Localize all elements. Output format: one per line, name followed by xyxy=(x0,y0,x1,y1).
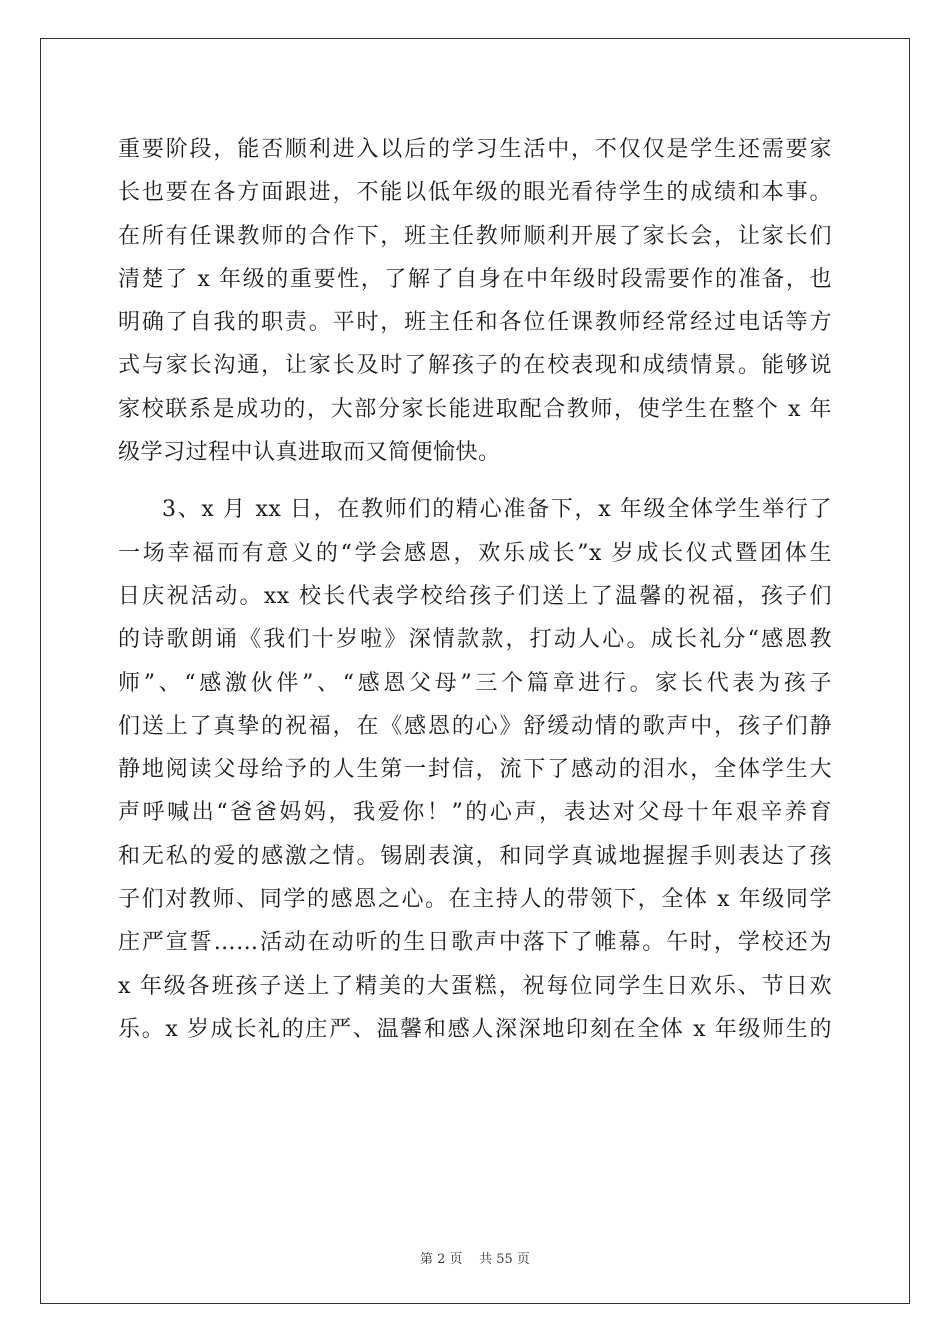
text-line: 一场幸福而有意义的“学会感恩，欢乐成长”x 岁成长仪式暨团体生 xyxy=(118,540,832,566)
text-line: 师”、“感激伙伴”、“感恩父母”三个篇章进行。家长代表为孩子 xyxy=(118,670,832,696)
text-line: 3、x 月 xx 日，在教师们的精心准备下，x 年级全体学生举行了 xyxy=(162,497,832,523)
text-line: 们送上了真挚的祝福，在《感恩的心》舒缓动情的歌声中，孩子们静 xyxy=(118,713,832,739)
page-footer xyxy=(0,1248,950,1267)
paragraph-2 xyxy=(118,488,832,1051)
text-line: 声呼喊出“爸爸妈妈，我爱你！”的心声，表达对父母十年艰辛养育 xyxy=(118,800,832,826)
text-line: 和无私的爱的感激之情。锡剧表演，和同学真诚地握握手则表达了孩 xyxy=(118,843,832,869)
text-line: 重要阶段，能否顺利进入以后的学习生活中，不仅仅是学生还需要家 xyxy=(118,137,832,162)
text-line: x 年级各班孩子送上了精美的大蛋糕，祝每位同学生日欢乐、节日欢 xyxy=(118,973,832,999)
text-line: 级学习过程中认真进取而又简便愉快。 xyxy=(118,440,501,466)
paragraph-1 xyxy=(118,128,832,474)
text-line: 庄严宣誓……活动在动听的生日歌声中落下了帷幕。午时，学校还为 xyxy=(118,930,832,956)
text-line: 在所有任课教师的合作下，班主任教师顺利开展了家长会，让家长们 xyxy=(118,223,832,249)
text-line: 明确了自我的职责。平时，班主任和各位任课教师经常经过电话等方 xyxy=(118,310,832,336)
text-line: 清楚了 x 年级的重要性，了解了自身在中年级时段需要作的准备，也 xyxy=(118,266,832,292)
text-line: 静地阅读父母给予的人生第一封信，流下了感动的泪水，全体学生大 xyxy=(118,757,832,783)
text-line: 家校联系是成功的，大部分家长能进取配合教师，使学生在整个 x 年 xyxy=(118,396,832,422)
text-line: 的诗歌朗诵《我们十岁啦》深情款款，打动人心。成长礼分“感恩教 xyxy=(118,627,832,653)
text-line: 式与家长沟通，让家长及时了解孩子的在校表现和成绩情景。能够说 xyxy=(118,353,832,379)
page-total: 共 55 页 xyxy=(479,1252,530,1267)
document-body xyxy=(118,128,832,1051)
text-line: 日庆祝活动。xx 校长代表学校给孩子们送上了温馨的祝福，孩子们 xyxy=(118,583,832,609)
text-line: 乐。x 岁成长礼的庄严、温馨和感人深深地印刻在全体 x 年级师生的 xyxy=(118,1016,832,1042)
text-line: 长也要在各方面跟进，不能以低年级的眼光看待学生的成绩和本事。 xyxy=(118,180,832,206)
page-number: 第 2 页 xyxy=(420,1252,463,1267)
text-line: 子们对教师、同学的感恩之心。在主持人的带领下，全体 x 年级同学 xyxy=(118,887,832,913)
